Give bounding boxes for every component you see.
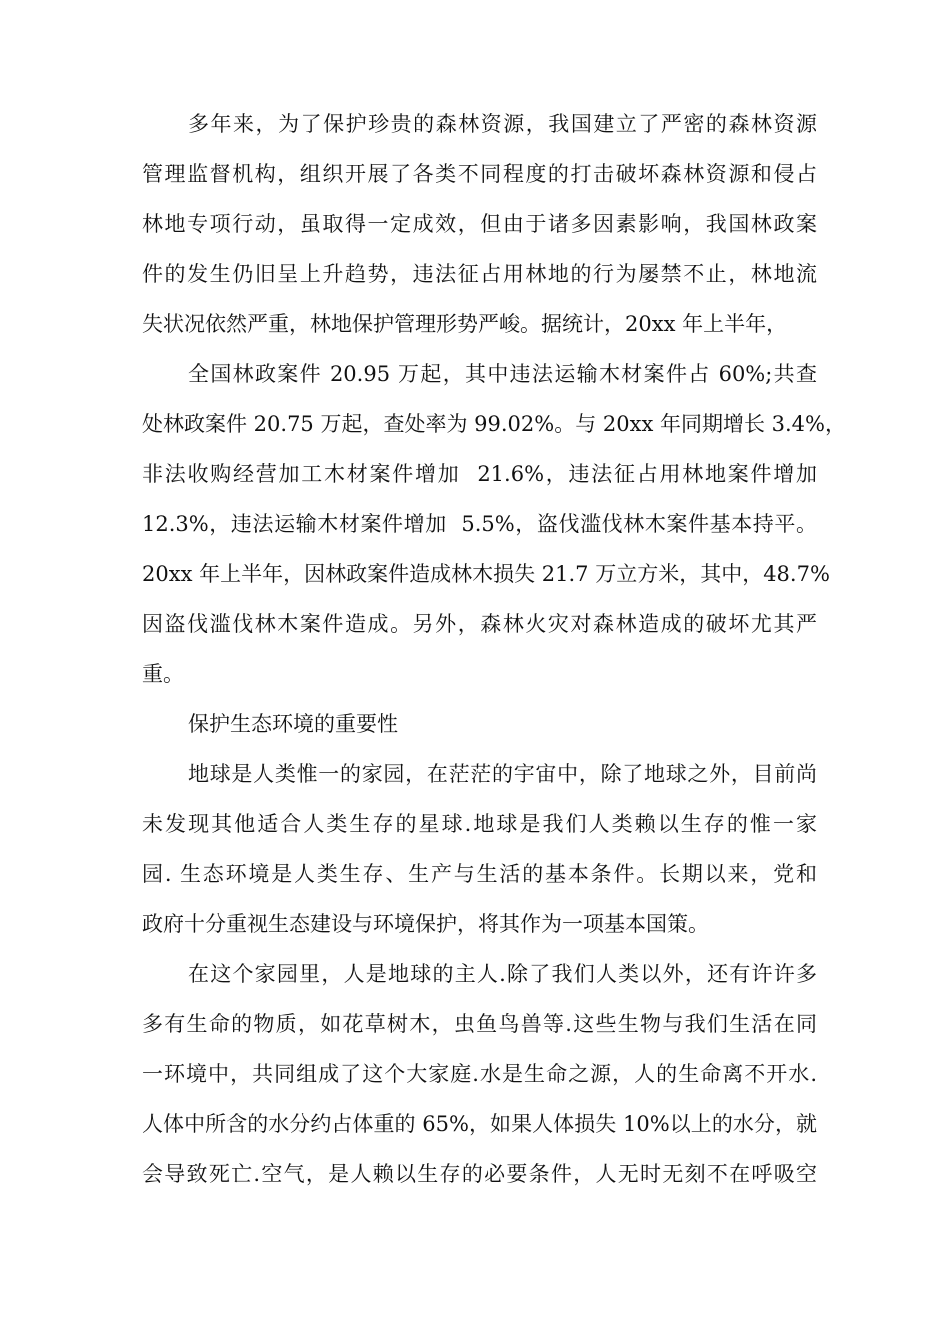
- paragraph-line: 失状况依然严重，林地保护管理形势严峻。据统计，20xx 年上半年，: [142, 312, 788, 336]
- paragraph-line: 多有生命的物质，如花草树木，虫鱼鸟兽等.这些生物与我们生活在同: [142, 1012, 817, 1036]
- paragraph-line: 全国林政案件 20.95 万起，其中违法运输木材案件占 60%;共查: [188, 362, 817, 386]
- paragraph-earth-home: [142, 749, 817, 949]
- paragraph-line: 林地专项行动，虽取得一定成效，但由于诸多因素影响，我国林政案: [142, 212, 817, 236]
- paragraph-line: 12.3%，违法运输木材案件增加 5.5%，盗伐滥伐林木案件基本持平。: [142, 512, 817, 536]
- paragraph-line: 园. 生态环境是人类生存、生产与生活的基本条件。长期以来，党和: [142, 862, 817, 886]
- paragraph-line: 一环境中，共同组成了这个大家庭.水是生命之源，人的生命离不开水.: [142, 1062, 817, 1086]
- paragraph-line: 人体中所含的水分约占体重的 65%，如果人体损失 10%以上的水分，就: [142, 1112, 817, 1136]
- paragraph-line: 会导致死亡.空气，是人赖以生存的必要条件，人无时无刻不在呼吸空: [142, 1162, 817, 1186]
- paragraph-line: 因盗伐滥伐林木案件造成。另外，森林火灾对森林造成的破坏尤其严: [142, 612, 817, 636]
- paragraph-line: 地球是人类惟一的家园，在茫茫的宇宙中，除了地球之外，目前尚: [188, 762, 817, 786]
- paragraph-line: 处林政案件 20.75 万起，查处率为 99.02%。与 20xx 年同期增长 3.4%，: [142, 412, 847, 436]
- paragraph-line: 未发现其他适合人类生存的星球.地球是我们人类赖以生存的惟一家: [142, 812, 817, 836]
- paragraph-case-statistics: [142, 349, 847, 699]
- paragraph-line: 20xx 年上半年，因林政案件造成林木损失 21.7 万立方米，其中，48.7%: [142, 562, 830, 586]
- document-body: [142, 99, 847, 1199]
- paragraph-line: 多年来，为了保护珍贵的森林资源，我国建立了严密的森林资源: [188, 112, 817, 136]
- paragraph-line: 件的发生仍旧呈上升趋势，违法征占用林地的行为屡禁不止，林地流: [142, 262, 817, 286]
- paragraph-line: 非法收购经营加工木材案件增加 21.6%，违法征占用林地案件增加: [142, 462, 817, 486]
- paragraph-line: 重。: [142, 662, 184, 686]
- paragraph-line: 政府十分重视生态建设与环境保护，将其作为一项基本国策。: [142, 912, 709, 936]
- section-heading: [142, 699, 817, 749]
- paragraph-line: 管理监督机构，组织开展了各类不同程度的打击破坏森林资源和侵占: [142, 162, 817, 186]
- paragraph-water-air: [142, 949, 817, 1199]
- paragraph-forest-resources: [142, 99, 817, 349]
- section-heading-text: 保护生态环境的重要性: [188, 712, 398, 736]
- paragraph-line: 在这个家园里，人是地球的主人.除了我们人类以外，还有许许多: [188, 962, 817, 986]
